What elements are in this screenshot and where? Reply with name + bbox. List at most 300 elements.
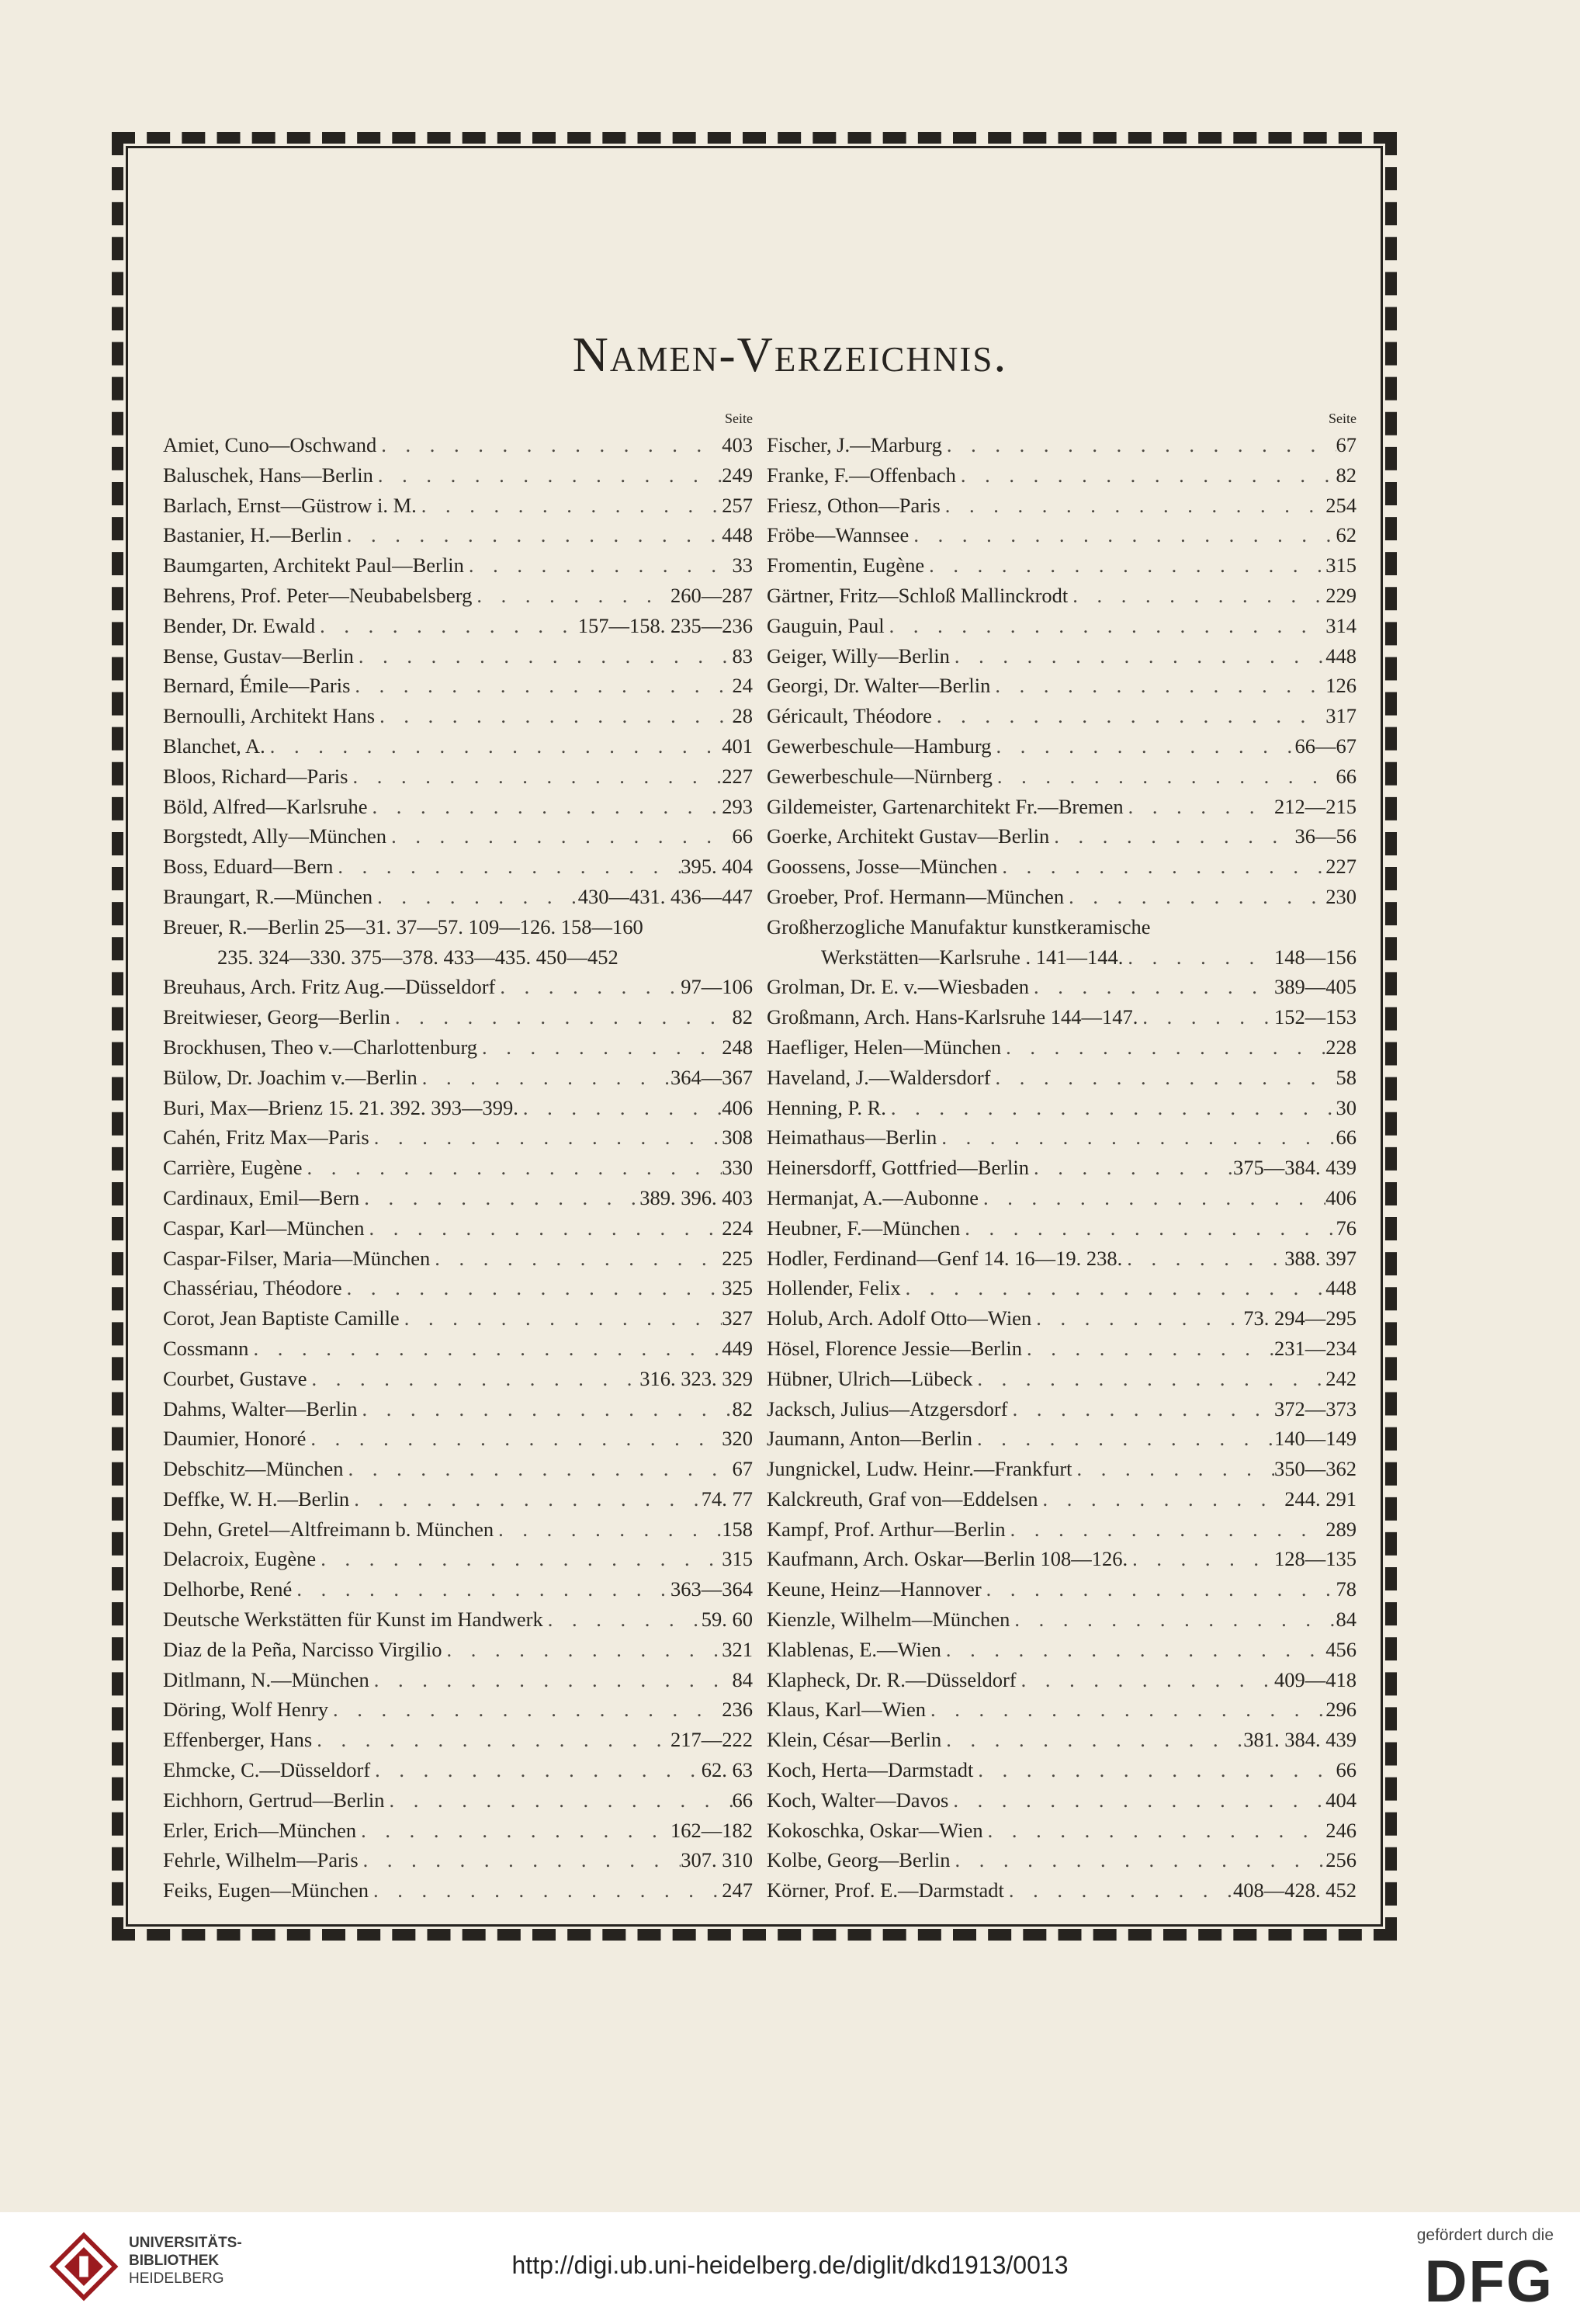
entry-name: Diaz de la Peña, Narcisso Virgilio <box>163 1637 442 1661</box>
leader-dots <box>400 1303 722 1334</box>
index-entry <box>163 1604 753 1635</box>
entry-name: Amiet, Cuno—Oschwand <box>163 433 377 456</box>
entry-name: Klablenas, E.—Wien <box>767 1637 941 1661</box>
entry-name: Ehmcke, C.—Düsseldorf <box>163 1758 371 1782</box>
index-entry <box>767 852 1357 882</box>
leader-dots <box>951 1845 1326 1875</box>
index-entry <box>163 520 753 550</box>
leader-dots <box>991 1063 1336 1093</box>
entry-name: Geiger, Willy—Berlin <box>767 643 950 668</box>
entry-name: Breitwieser, Georg—Berlin <box>163 1005 390 1029</box>
entry-pages: 456 <box>1325 1637 1357 1661</box>
entry-pages: 97—106 <box>681 975 753 999</box>
index-entry <box>767 1574 1357 1604</box>
index-entry <box>163 1122 753 1153</box>
leader-dots <box>1029 972 1274 1002</box>
index-entry <box>767 821 1357 852</box>
entry-pages: 217—222 <box>670 1728 753 1752</box>
index-entry <box>767 761 1357 792</box>
entry-name: Döring, Wolf Henry <box>163 1698 329 1722</box>
index-entry <box>767 1303 1357 1334</box>
entry-pages: 74. 77 <box>701 1486 753 1511</box>
entry-name: Georgi, Dr. Walter—Berlin <box>767 674 991 698</box>
institution-name: UNIVERSITÄTS- BIBLIOTHEK HEIDELBERG <box>129 2235 242 2287</box>
leader-dots <box>248 1334 722 1364</box>
entry-pages: 58 <box>1336 1065 1357 1089</box>
entry-pages: 36—56 <box>1294 824 1357 848</box>
entry-name: Kaufmann, Arch. Oskar—Berlin 108—126. <box>767 1547 1128 1571</box>
entry-pages: 315 <box>722 1547 753 1571</box>
entry-name: Braungart, R.—München <box>163 884 373 908</box>
entry-pages: 67 <box>732 1457 753 1481</box>
entry-name: Fromentin, Eugène <box>767 553 925 578</box>
index-entry <box>767 1454 1357 1484</box>
leader-dots <box>941 491 1325 521</box>
leader-dots <box>442 1635 722 1665</box>
entry-name: Heimathaus—Berlin <box>767 1126 937 1150</box>
leader-dots <box>1010 1604 1336 1635</box>
leader-dots <box>292 1574 670 1604</box>
index-entry <box>163 1635 753 1665</box>
entry-pages: 449 <box>722 1336 753 1360</box>
index-entry <box>163 581 753 611</box>
entry-pages: 395. 404 <box>681 855 753 879</box>
entry-name: Brockhusen, Theo v.—Charlottenburg <box>163 1035 478 1059</box>
index-entry <box>767 882 1357 912</box>
leader-dots <box>369 1122 722 1153</box>
index-entry <box>163 1514 753 1545</box>
leader-dots <box>941 1635 1325 1665</box>
source-url-link[interactable]: http://digi.ub.uni-heidelberg.de/diglit/dkd1913/0013 <box>511 2251 1069 2279</box>
entry-pages: 406 <box>722 1095 753 1119</box>
entry-pages: 289 <box>1325 1517 1357 1541</box>
index-entry <box>163 912 753 942</box>
entry-name: Caspar, Karl—München <box>163 1216 365 1240</box>
entry-name: Carrière, Eugène <box>163 1156 303 1180</box>
leader-dots <box>956 460 1336 491</box>
entry-name: Breuhaus, Arch. Fritz Aug.—Düsseldorf <box>163 975 496 999</box>
leader-dots <box>359 1183 639 1213</box>
entry-pages: 256 <box>1325 1848 1357 1872</box>
entry-pages: 24 <box>732 674 753 698</box>
index-entry <box>163 1093 753 1123</box>
leader-dots <box>359 1845 681 1875</box>
entry-pages: 82 <box>732 1396 753 1420</box>
leader-dots <box>312 1725 670 1755</box>
entry-pages: 225 <box>722 1246 753 1270</box>
entry-pages: 375—384. 439 <box>1233 1156 1357 1180</box>
entry-pages: 307. 310 <box>681 1848 753 1872</box>
entry-pages: 66 <box>1336 764 1357 788</box>
entry-name: Fehrle, Wilhelm—Paris <box>163 1848 359 1872</box>
entry-name: Daumier, Honoré <box>163 1427 307 1451</box>
index-entry <box>767 1002 1357 1032</box>
leader-dots <box>495 972 681 1002</box>
entry-pages: 389. 396. 403 <box>639 1185 753 1209</box>
index-entry <box>163 1665 753 1695</box>
leader-dots <box>354 641 733 671</box>
leader-dots <box>1128 1544 1274 1574</box>
leader-dots <box>997 852 1325 882</box>
leader-dots <box>369 1875 722 1906</box>
index-entry <box>767 1093 1357 1123</box>
entry-pages: 62 <box>1336 523 1357 547</box>
entry-pages: 140—149 <box>1274 1427 1357 1451</box>
entry-pages: 317 <box>1325 704 1357 728</box>
entry-name: Heinersdorff, Gottfried—Berlin <box>767 1156 1030 1180</box>
index-entry <box>163 1183 753 1213</box>
entry-name: Baluschek, Hans—Berlin <box>163 463 373 487</box>
entry-name: Bernoulli, Architekt Hans <box>163 704 376 728</box>
entry-name: Cahén, Fritz Max—Paris <box>163 1126 369 1150</box>
leader-dots <box>941 1725 1243 1755</box>
index-entry <box>163 942 753 973</box>
entry-pages: 126 <box>1325 674 1357 698</box>
index-column-left <box>163 407 753 1906</box>
index-entry <box>767 1604 1357 1635</box>
leader-dots <box>472 581 670 611</box>
leader-dots <box>417 491 722 521</box>
leader-dots <box>979 1183 1325 1213</box>
entry-name: Holub, Arch. Adolf Otto—Wien <box>767 1306 1032 1330</box>
entry-pages: 212—215 <box>1274 794 1357 818</box>
entry-name: Baumgarten, Architekt Paul—Berlin <box>163 553 464 578</box>
entry-name: Dahms, Walter—Berlin <box>163 1396 358 1420</box>
index-entry <box>767 912 1357 942</box>
index-entry <box>163 1063 753 1093</box>
entry-pages: 315 <box>1325 553 1357 578</box>
entry-name: Delhorbe, René <box>163 1577 293 1601</box>
index-entry <box>767 1122 1357 1153</box>
entry-pages: 308 <box>722 1126 753 1150</box>
entry-name: Barlach, Ernst—Güstrow i. M. <box>163 493 417 517</box>
leader-dots <box>1022 1334 1274 1364</box>
entry-name: Dehn, Gretel—Altfreimann b. München <box>163 1517 494 1541</box>
entry-pages: 84 <box>1336 1608 1357 1632</box>
leader-dots <box>348 761 722 792</box>
entry-name: Deutsche Werkstätten für Kunst im Handwerk <box>163 1608 543 1632</box>
index-entry <box>163 1334 753 1364</box>
leader-dots <box>303 1153 722 1183</box>
leader-dots <box>386 821 732 852</box>
entry-pages: 254 <box>1325 493 1357 517</box>
leader-dots <box>1001 1032 1325 1063</box>
index-entry <box>163 1032 753 1063</box>
entry-pages: 293 <box>722 794 753 818</box>
entry-name: Breuer, R.—Berlin 25—31. 37—57. 109—126. 158—160 <box>163 914 643 938</box>
entry-name: Bülow, Dr. Joachim v.—Berlin <box>163 1065 418 1089</box>
leader-dots <box>356 1816 670 1846</box>
index-entry <box>163 701 753 731</box>
leader-dots <box>983 1816 1326 1846</box>
page-title: Namen-Verzeichnis. <box>572 327 1008 382</box>
index-entry <box>163 1694 753 1725</box>
entry-name: Gauguin, Paul <box>767 613 885 637</box>
funding-label: gefördert durch die <box>1416 2226 1554 2244</box>
entry-name: Fischer, J.—Marburg <box>767 433 942 456</box>
index-entry <box>163 641 753 671</box>
leader-dots <box>1064 882 1325 912</box>
entry-pages: 330 <box>722 1156 753 1180</box>
leader-dots <box>924 550 1325 581</box>
entry-pages: 162—182 <box>670 1818 753 1842</box>
index-entry <box>163 491 753 521</box>
entry-name: Kolbe, Georg—Berlin <box>767 1848 951 1872</box>
index-entry <box>767 430 1357 460</box>
index-entry <box>767 581 1357 611</box>
entry-name: Géricault, Théodore <box>767 704 932 728</box>
entry-name: Jaumann, Anton—Berlin <box>767 1427 972 1451</box>
index-entry <box>163 852 753 882</box>
leader-dots <box>1068 581 1325 611</box>
entry-name: Buri, Max—Brienz 15. 21. 392. 393—399. <box>163 1095 518 1119</box>
index-entry <box>767 641 1357 671</box>
index-entry <box>767 1063 1357 1093</box>
index-entry <box>163 1364 753 1394</box>
entry-pages: 321 <box>722 1637 753 1661</box>
entry-pages: 76 <box>1336 1216 1357 1240</box>
index-entry <box>163 1725 753 1755</box>
entry-pages: 247 <box>722 1878 753 1903</box>
index-entry <box>163 972 753 1002</box>
leader-dots <box>518 1093 722 1123</box>
entry-name: Grolman, Dr. E. v.—Wiesbaden <box>767 975 1029 999</box>
entry-name: Debschitz—München <box>163 1457 344 1481</box>
index-entry <box>163 821 753 852</box>
index-entry <box>163 1002 753 1032</box>
index-entry <box>767 671 1357 701</box>
entry-pages: 152—153 <box>1274 1005 1357 1029</box>
index-entry <box>767 1816 1357 1846</box>
index-entry <box>767 491 1357 521</box>
entry-pages: 66 <box>1336 1758 1357 1782</box>
leader-dots <box>1031 1303 1243 1334</box>
entry-name: Boss, Eduard—Bern <box>163 855 334 879</box>
index-entry <box>767 1544 1357 1574</box>
entry-name: Heubner, F.—München <box>767 1216 961 1240</box>
entry-name: Jacksch, Julius—Atzgersdorf <box>767 1396 1008 1420</box>
entry-name: Friesz, Othon—Paris <box>767 493 941 517</box>
index-entry <box>163 1785 753 1816</box>
leader-dots <box>418 1063 670 1093</box>
index-entry <box>767 972 1357 1002</box>
leader-dots <box>1123 942 1274 973</box>
entry-pages: 157—158. 235—236 <box>577 613 753 637</box>
entry-pages: 66 <box>1336 1126 1357 1150</box>
entry-pages: 320 <box>722 1427 753 1451</box>
entry-pages: 257 <box>722 493 753 517</box>
entry-name: Bastanier, H.—Berlin <box>163 523 342 547</box>
leader-dots <box>991 731 1294 761</box>
entry-pages: 325 <box>722 1276 753 1300</box>
index-entry <box>767 1424 1357 1454</box>
index-entry <box>163 611 753 641</box>
entry-name: Behrens, Prof. Peter—Neubabelsberg <box>163 583 473 607</box>
leader-dots <box>942 430 1336 460</box>
entry-pages: 224 <box>722 1216 753 1240</box>
leader-dots <box>358 1394 733 1424</box>
entry-pages: 33 <box>732 553 753 578</box>
leader-dots <box>1038 1484 1285 1514</box>
leader-dots <box>1006 1514 1326 1545</box>
leader-dots <box>464 550 733 581</box>
entry-pages: 363—364 <box>670 1577 753 1601</box>
index-entry <box>767 520 1357 550</box>
entry-name: Hermanjat, A.—Aubonne <box>767 1185 979 1209</box>
entry-pages: 30 <box>1336 1095 1357 1119</box>
entry-pages: 350—362 <box>1274 1457 1357 1481</box>
index-entry <box>163 1875 753 1906</box>
entry-pages: 231—234 <box>1274 1336 1357 1360</box>
entry-pages: 406 <box>1325 1185 1357 1209</box>
entry-pages: 83 <box>732 643 753 668</box>
entry-name: Deffke, W. H.—Berlin <box>163 1486 350 1511</box>
leader-dots <box>373 460 722 491</box>
index-entry <box>163 1544 753 1574</box>
entry-pages: 314 <box>1325 613 1357 637</box>
index-entry <box>163 792 753 822</box>
index-entry <box>767 1635 1357 1665</box>
leader-dots <box>885 611 1326 641</box>
entry-name: Haveland, J.—Waldersdorf <box>767 1065 991 1089</box>
leader-dots <box>982 1574 1336 1604</box>
entry-pages: 230 <box>1325 884 1357 908</box>
index-entry <box>163 1845 753 1875</box>
index-entry <box>767 611 1357 641</box>
leader-dots <box>1124 792 1274 822</box>
index-entry <box>767 1334 1357 1364</box>
leader-dots <box>372 882 578 912</box>
leader-dots <box>1017 1665 1274 1695</box>
entry-pages: 59. 60 <box>701 1608 753 1632</box>
entry-name: Corot, Jean Baptiste Camille <box>163 1306 400 1330</box>
entry-name: Fröbe—Wannsee <box>767 523 910 547</box>
entry-pages: 227 <box>1325 855 1357 879</box>
index-entry <box>163 1213 753 1244</box>
index-entry <box>163 460 753 491</box>
index-entry <box>163 1244 753 1274</box>
entry-pages: 66 <box>732 824 753 848</box>
entry-name: Effenberger, Hans <box>163 1728 313 1752</box>
entry-pages: 82 <box>732 1005 753 1029</box>
leader-dots <box>909 520 1336 550</box>
entry-pages: 128—135 <box>1274 1547 1357 1571</box>
entry-name: Gärtner, Fritz—Schloß Mallinckrodt <box>767 583 1069 607</box>
index-entry <box>767 1755 1357 1785</box>
entry-name: Ditlmann, N.—München <box>163 1667 369 1691</box>
entry-name: Hodler, Ferdinand—Genf 14. 16—19. 238. <box>767 1246 1123 1270</box>
entry-name: Gewerbeschule—Nürnberg <box>767 764 993 788</box>
index-entry <box>163 761 753 792</box>
index-entry <box>767 1484 1357 1514</box>
entry-name: Bloos, Richard—Paris <box>163 764 348 788</box>
entry-name: Kampf, Prof. Arthur—Berlin <box>767 1517 1006 1541</box>
page-column-header: Seite <box>1329 411 1357 426</box>
entry-name: Chassériau, Théodore <box>163 1276 342 1300</box>
dfg-logo: DFG <box>1424 2249 1554 2315</box>
leader-dots <box>315 611 578 641</box>
index-entry <box>163 1454 753 1484</box>
entry-name: Henning, P. R. <box>767 1095 886 1119</box>
entry-pages: 28 <box>732 704 753 728</box>
index-entry <box>767 942 1357 973</box>
leader-dots <box>342 520 722 550</box>
index-entry <box>163 1484 753 1514</box>
entry-name: Hübner, Ulrich—Lübeck <box>767 1366 973 1390</box>
entry-pages: 82 <box>1336 463 1357 487</box>
leader-dots <box>1029 1153 1233 1183</box>
index-entry <box>767 1032 1357 1063</box>
entry-pages: 401 <box>722 734 753 758</box>
entry-name: Eichhorn, Gertrud—Berlin <box>163 1788 385 1812</box>
entry-pages: 381. 384. 439 <box>1243 1728 1357 1752</box>
entry-name: Courbet, Gustave <box>163 1366 307 1390</box>
index-entry <box>767 1364 1357 1394</box>
entry-pages: 389—405 <box>1274 975 1357 999</box>
leader-dots <box>307 1364 639 1394</box>
leader-dots <box>972 1364 1325 1394</box>
leader-dots <box>367 792 722 822</box>
entry-pages: 227 <box>722 764 753 788</box>
entry-pages: 248 <box>722 1035 753 1059</box>
entry-pages: 62. 63 <box>701 1758 753 1782</box>
entry-pages: 448 <box>722 523 753 547</box>
leader-dots <box>926 1694 1325 1725</box>
index-entry <box>163 882 753 912</box>
index-entry <box>163 1424 753 1454</box>
entry-name: Keune, Heinz—Hannover <box>767 1577 982 1601</box>
leader-dots <box>430 1244 722 1274</box>
entry-name: Bender, Dr. Ewald <box>163 613 316 637</box>
index-entry <box>767 701 1357 731</box>
index-entry <box>767 1785 1357 1816</box>
leader-dots <box>375 701 732 731</box>
index-entry <box>163 430 753 460</box>
index-entry <box>163 731 753 761</box>
page-column-header: Seite <box>725 411 753 426</box>
entry-pages: 408—428. 452 <box>1233 1878 1357 1903</box>
leader-dots <box>886 1093 1336 1123</box>
entry-name: Groeber, Prof. Hermann—München <box>767 884 1065 908</box>
entry-pages: 404 <box>1325 1788 1357 1812</box>
leader-dots <box>344 1454 733 1484</box>
index-entry <box>163 1303 753 1334</box>
leader-dots <box>990 671 1325 701</box>
entry-pages: 448 <box>1325 1276 1357 1300</box>
leader-dots <box>1138 1002 1274 1032</box>
index-entry <box>767 1725 1357 1755</box>
leader-dots <box>960 1213 1336 1244</box>
entry-name: Klein, César—Berlin <box>767 1728 942 1752</box>
entry-name: Hösel, Florence Jessie—Berlin <box>767 1336 1022 1360</box>
index-entry <box>163 1394 753 1424</box>
index-entry <box>767 1845 1357 1875</box>
index-entry <box>767 1694 1357 1725</box>
entry-pages: 84 <box>732 1667 753 1691</box>
entry-pages: 296 <box>1325 1698 1357 1722</box>
leader-dots <box>901 1273 1326 1303</box>
entry-pages: 236 <box>722 1698 753 1722</box>
entry-name: Bense, Gustav—Berlin <box>163 643 354 668</box>
leader-dots <box>993 761 1336 792</box>
entry-name: Hollender, Felix <box>767 1276 901 1300</box>
entry-pages: 242 <box>1325 1366 1357 1390</box>
leader-dots <box>316 1544 722 1574</box>
leader-dots <box>370 1755 702 1785</box>
entry-name: Klaus, Karl—Wien <box>767 1698 926 1722</box>
entry-name: Kalckreuth, Graf von—Eddelsen <box>767 1486 1038 1511</box>
leader-dots <box>950 641 1325 671</box>
